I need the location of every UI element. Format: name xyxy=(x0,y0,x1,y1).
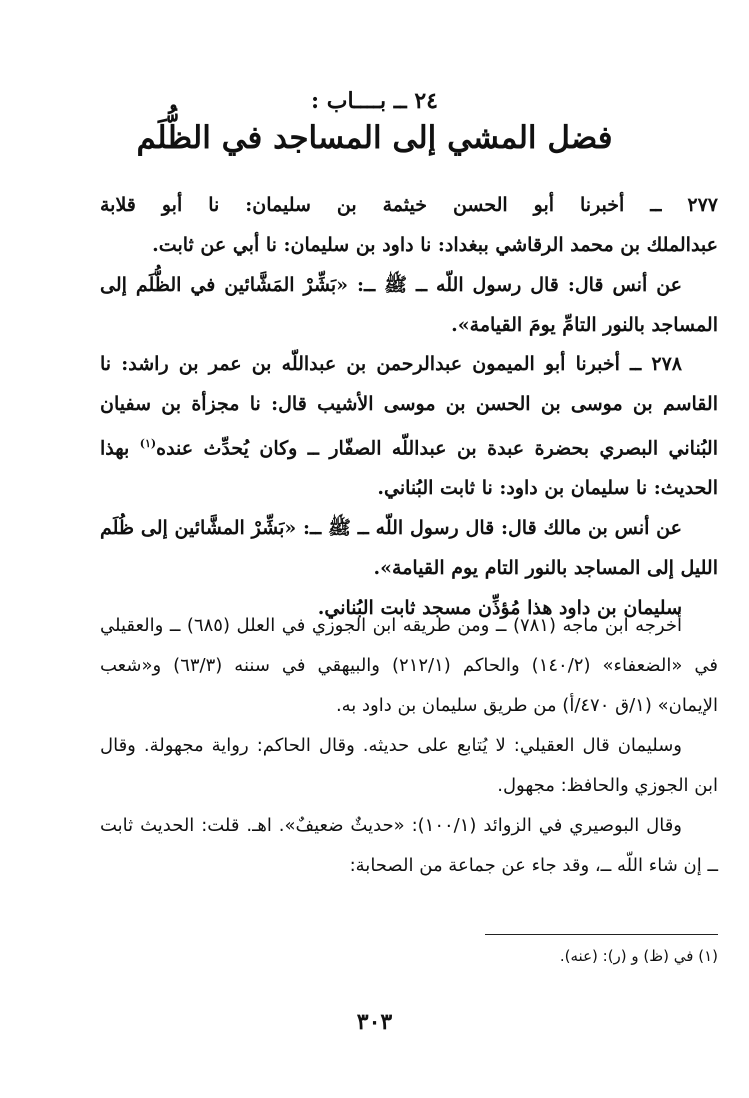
hadith-277-chain-line-2: عبدالملك بن محمد الرقاشي ببغداد: نا داود بن سليمان: نا أبي عن ثابت. xyxy=(152,234,718,256)
commentary xyxy=(100,606,718,886)
takhrij-paragraph: أخرجه ابن ماجه (٧٨١) ــ ومن طريقه ابن الجوزي في العلل (٦٨٥) ــ والعقيلي في «الضعفاء» (١٤٠/٢) والحاكم (٢١٢/١) والبيهقي في سننه (٦٣/٣) و«شعب الإيمان» (١/ق ٤٧٠/أ) من طريق سليمان بن داود به. xyxy=(100,615,718,716)
hadith-278-note: سليمان بن داود هذا مُؤذِّن مسجد ثابت البُناني. xyxy=(317,597,682,620)
hadith-277 xyxy=(100,185,718,345)
chapter-number: ٢٤ ــ بــــاب : xyxy=(311,88,438,114)
hadith-277-text: عن أنس قال: قال رسول اللّه ــ ﷺ ــ: «بَشِّرْ المَشَّائين في الظُّلَم إلى المساجد بالنور التامِّ يومَ القيامة». xyxy=(100,274,718,336)
hadith-278-chain-start: ٢٧٨ ــ أخبرنا أبو الميمون عبدالرحمن بن عبداللّه بن عمر بن راشد: نا القاسم بن موسى بن الحسن بن موسى الأشيب قال: نا مجزأة بن سفيان البُناني البصري بحضرة عبدة بن عبداللّه الصفّار ــ وكان يُحدِّث عنده xyxy=(100,353,718,460)
busiri-paragraph: وقال البوصيري في الزوائد (١٠٠/١): «حديثٌ ضعيفٌ». اهـ. قلت: الحديث ثابت ــ إن شاء اللّه ــ، وقد جاء عن جماعة من الصحابة: xyxy=(100,815,718,876)
footnote-divider xyxy=(485,934,718,935)
hadith-277-chain-line-1: ٢٧٧ ــ أخبرنا أبو الحسن خيثمة بن سليمان: نا أبو قلابة xyxy=(100,194,718,216)
chapter-title: فضل المشي إلى المساجد في الظُّلَم xyxy=(136,120,613,156)
footnote: (١) في (ظ) و (ر): (عنه). xyxy=(559,947,718,965)
footnote-marker: (١) xyxy=(139,437,157,450)
hadith-278-chain xyxy=(100,344,718,508)
hadith-278-chain-end: بهذا الحديث: نا سليمان بن داود: نا ثابت البُناني. xyxy=(100,437,718,500)
grading-paragraph: وسليمان قال العقيلي: لا يُتابع على حديثه. وقال الحاكم: رواية مجهولة. وقال ابن الجوزي والحافظ: مجهول. xyxy=(100,735,718,796)
hadith-278 xyxy=(100,344,718,628)
page-number: ٣٠٣ xyxy=(356,1009,393,1035)
hadith-278-text: عن أنس بن مالك قال: قال رسول اللّه ــ ﷺ ــ: «بَشِّرْ المشَّائين إلى ظُلَم الليل إلى المساجد بالنور التام يوم القيامة». xyxy=(100,517,718,580)
